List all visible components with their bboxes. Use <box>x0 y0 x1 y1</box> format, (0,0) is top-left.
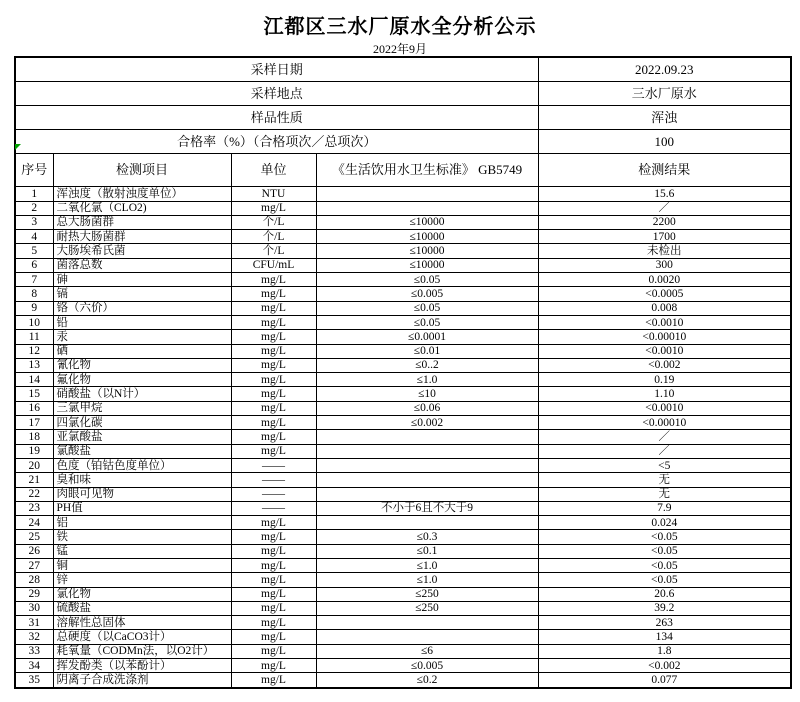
cell-result: 20.6 <box>538 587 791 601</box>
cell-unit: 个/L <box>231 244 316 258</box>
cell-no: 20 <box>15 458 53 472</box>
table-row <box>15 530 791 544</box>
cell-no: 21 <box>15 473 53 487</box>
cell-unit: mg/L <box>231 673 316 688</box>
cell-item: 三氯甲烷 <box>53 401 231 415</box>
cell-unit: —— <box>231 501 316 515</box>
table-row <box>15 287 791 301</box>
cell-unit: mg/L <box>231 344 316 358</box>
column-header-item: 检测项目 <box>53 154 231 187</box>
cell-unit: mg/L <box>231 301 316 315</box>
cell-no: 14 <box>15 373 53 387</box>
cell-item: 锰 <box>53 544 231 558</box>
cell-result: 263 <box>538 616 791 630</box>
cell-standard: ≤0.005 <box>316 659 538 673</box>
cell-result: <0.05 <box>538 530 791 544</box>
cell-unit: mg/L <box>231 401 316 415</box>
cell-unit: mg/L <box>231 516 316 530</box>
cell-standard: ≤0.1 <box>316 544 538 558</box>
cell-standard: ≤250 <box>316 601 538 615</box>
info-row-sampling-location <box>15 82 791 106</box>
info-row-pass-rate <box>15 130 791 154</box>
table-row <box>15 630 791 644</box>
cell-result: 0.077 <box>538 673 791 688</box>
table-row <box>15 544 791 558</box>
table-row <box>15 616 791 630</box>
cell-no: 31 <box>15 616 53 630</box>
table-row <box>15 430 791 444</box>
cell-standard <box>316 444 538 458</box>
cell-standard: ≤0.2 <box>316 673 538 688</box>
cell-no: 32 <box>15 630 53 644</box>
column-header-row <box>15 154 791 187</box>
cell-item: 砷 <box>53 273 231 287</box>
cell-result: 7.9 <box>538 501 791 515</box>
table-row <box>15 358 791 372</box>
info-body <box>15 57 791 187</box>
cell-unit: mg/L <box>231 530 316 544</box>
table-row <box>15 230 791 244</box>
cell-standard: ≤0.005 <box>316 287 538 301</box>
cell-result: <0.05 <box>538 544 791 558</box>
cell-item: 阴离子合成洗涤剂 <box>53 673 231 688</box>
cell-no: 6 <box>15 258 53 272</box>
table-row <box>15 601 791 615</box>
results-body <box>15 187 791 688</box>
cell-unit: —— <box>231 473 316 487</box>
cell-standard: ≤1.0 <box>316 373 538 387</box>
cell-item: 硫酸盐 <box>53 601 231 615</box>
cell-result: 15.6 <box>538 187 791 201</box>
table-row <box>15 201 791 215</box>
cell-no: 11 <box>15 330 53 344</box>
cell-result: 0.0020 <box>538 273 791 287</box>
cell-unit: mg/L <box>231 273 316 287</box>
cell-item: 总大肠菌群 <box>53 215 231 229</box>
cell-result: 134 <box>538 630 791 644</box>
cell-unit: mg/L <box>231 315 316 329</box>
cell-result: 300 <box>538 258 791 272</box>
column-header-standard: 《生活饮用水卫生标准》 GB5749 <box>316 154 538 187</box>
cell-no: 12 <box>15 344 53 358</box>
info-label: 合格率（%）（合格项次／总项次） <box>15 130 538 154</box>
page-subtitle: 2022年9月 <box>372 42 427 56</box>
table-row <box>15 401 791 415</box>
cell-item: 铅 <box>53 315 231 329</box>
table-row <box>15 215 791 229</box>
column-header-result: 检测结果 <box>538 154 791 187</box>
cell-result: <0.0010 <box>538 344 791 358</box>
cell-no: 28 <box>15 573 53 587</box>
cell-no: 8 <box>15 287 53 301</box>
cell-no: 10 <box>15 315 53 329</box>
table-row <box>15 387 791 401</box>
cell-standard: ≤0.06 <box>316 401 538 415</box>
cell-item: PH值 <box>53 501 231 515</box>
analysis-table <box>14 56 792 689</box>
cell-item: 氟化物 <box>53 373 231 387</box>
cell-no: 3 <box>15 215 53 229</box>
table-row <box>15 301 791 315</box>
cell-result: <0.0010 <box>538 401 791 415</box>
cell-standard: ≤1.0 <box>316 573 538 587</box>
cell-item: 浑浊度（散射浊度单位） <box>53 187 231 201</box>
cell-no: 22 <box>15 487 53 501</box>
cell-unit: mg/L <box>231 373 316 387</box>
cell-item: 四氯化碳 <box>53 416 231 430</box>
cell-unit: CFU/mL <box>231 258 316 272</box>
cell-unit: —— <box>231 458 316 472</box>
cell-no: 1 <box>15 187 53 201</box>
cell-result: 未检出 <box>538 244 791 258</box>
cell-no: 16 <box>15 401 53 415</box>
cell-unit: mg/L <box>231 644 316 658</box>
cell-standard: ≤0.002 <box>316 416 538 430</box>
cell-result: <0.002 <box>538 358 791 372</box>
table-row <box>15 187 791 201</box>
info-value: 100 <box>538 130 791 154</box>
cell-standard: ≤1.0 <box>316 558 538 572</box>
cell-item: 大肠埃希氏菌 <box>53 244 231 258</box>
info-label: 样品性质 <box>15 106 538 130</box>
cell-no: 19 <box>15 444 53 458</box>
cell-item: 菌落总数 <box>53 258 231 272</box>
info-label: 采样地点 <box>15 82 538 106</box>
table-row <box>15 516 791 530</box>
cell-no: 26 <box>15 544 53 558</box>
table-row <box>15 416 791 430</box>
info-value: 浑浊 <box>538 106 791 130</box>
table-row <box>15 458 791 472</box>
cell-unit: mg/L <box>231 444 316 458</box>
cell-result: 2200 <box>538 215 791 229</box>
table-row <box>15 487 791 501</box>
cell-result: 39.2 <box>538 601 791 615</box>
cell-no: 29 <box>15 587 53 601</box>
cell-unit: mg/L <box>231 601 316 615</box>
cell-standard: ≤0.0001 <box>316 330 538 344</box>
cell-no: 18 <box>15 430 53 444</box>
cell-item: 耐热大肠菌群 <box>53 230 231 244</box>
cell-item: 氰化物 <box>53 358 231 372</box>
cell-result: <0.002 <box>538 659 791 673</box>
table-row <box>15 587 791 601</box>
cell-item: 硝酸盐（以N计） <box>53 387 231 401</box>
table-row <box>15 501 791 515</box>
table-row <box>15 473 791 487</box>
cell-item: 镉 <box>53 287 231 301</box>
cell-item: 氯酸盐 <box>53 444 231 458</box>
cell-no: 5 <box>15 244 53 258</box>
cell-result: 0.008 <box>538 301 791 315</box>
cell-standard <box>316 616 538 630</box>
table-row <box>15 673 791 688</box>
page-title: 江都区三水厂原水全分析公示 <box>263 16 537 38</box>
cell-result: <0.05 <box>538 558 791 572</box>
cell-item: 铜 <box>53 558 231 572</box>
cell-standard <box>316 487 538 501</box>
table-row <box>15 244 791 258</box>
column-header-unit: 单位 <box>231 154 316 187</box>
cell-standard: ≤0.05 <box>316 301 538 315</box>
cell-standard: ≤0.01 <box>316 344 538 358</box>
cell-standard: ≤10000 <box>316 215 538 229</box>
info-label: 采样日期 <box>15 57 538 82</box>
cell-no: 17 <box>15 416 53 430</box>
cell-unit: mg/L <box>231 659 316 673</box>
cell-no: 4 <box>15 230 53 244</box>
cell-result: <0.05 <box>538 573 791 587</box>
cell-result: 0.19 <box>538 373 791 387</box>
cell-no: 2 <box>15 201 53 215</box>
cell-standard: ≤0..2 <box>316 358 538 372</box>
table-row <box>15 444 791 458</box>
table-row <box>15 558 791 572</box>
cell-result: 无 <box>538 473 791 487</box>
cell-unit: —— <box>231 487 316 501</box>
cell-item: 铝 <box>53 516 231 530</box>
table-row <box>15 330 791 344</box>
cell-item: 汞 <box>53 330 231 344</box>
cell-item: 溶解性总固体 <box>53 616 231 630</box>
cell-result: 1700 <box>538 230 791 244</box>
cell-no: 34 <box>15 659 53 673</box>
table-row <box>15 573 791 587</box>
cell-item: 肉眼可见物 <box>53 487 231 501</box>
cell-result: 0.024 <box>538 516 791 530</box>
cell-result: <0.0005 <box>538 287 791 301</box>
cell-item: 锌 <box>53 573 231 587</box>
cell-item: 铁 <box>53 530 231 544</box>
cell-unit: mg/L <box>231 430 316 444</box>
cell-unit: mg/L <box>231 544 316 558</box>
info-value: 2022.09.23 <box>538 57 791 82</box>
table-row <box>15 344 791 358</box>
cell-result: ／ <box>538 444 791 458</box>
cell-item: 耗氧量（CODMn法，以O2计） <box>53 644 231 658</box>
cell-standard <box>316 187 538 201</box>
cell-no: 7 <box>15 273 53 287</box>
cell-standard: ≤0.05 <box>316 315 538 329</box>
cell-standard: ≤0.3 <box>316 530 538 544</box>
cell-unit: mg/L <box>231 630 316 644</box>
cell-unit: mg/L <box>231 573 316 587</box>
excel-corner-marker-icon <box>15 144 21 150</box>
cell-no: 33 <box>15 644 53 658</box>
cell-no: 9 <box>15 301 53 315</box>
cell-result: 无 <box>538 487 791 501</box>
info-row-sampling-date <box>15 57 791 82</box>
cell-no: 35 <box>15 673 53 688</box>
cell-no: 13 <box>15 358 53 372</box>
cell-unit: mg/L <box>231 287 316 301</box>
info-row-sample-nature <box>15 106 791 130</box>
cell-no: 24 <box>15 516 53 530</box>
cell-result: ／ <box>538 430 791 444</box>
cell-item: 硒 <box>53 344 231 358</box>
cell-unit: mg/L <box>231 387 316 401</box>
cell-standard: ≤6 <box>316 644 538 658</box>
table-row <box>15 644 791 658</box>
cell-standard <box>316 516 538 530</box>
cell-standard <box>316 458 538 472</box>
table-row <box>15 315 791 329</box>
cell-unit: mg/L <box>231 587 316 601</box>
cell-result: <5 <box>538 458 791 472</box>
cell-standard: ≤0.05 <box>316 273 538 287</box>
table-row <box>15 373 791 387</box>
cell-unit: mg/L <box>231 416 316 430</box>
column-header-no: 序号 <box>15 154 53 187</box>
cell-standard: ≤10000 <box>316 230 538 244</box>
cell-unit: mg/L <box>231 616 316 630</box>
cell-item: 亚氯酸盐 <box>53 430 231 444</box>
cell-unit: mg/L <box>231 201 316 215</box>
cell-unit: 个/L <box>231 215 316 229</box>
cell-standard: ≤10000 <box>316 258 538 272</box>
cell-item: 总硬度（以CaCO3计） <box>53 630 231 644</box>
cell-item: 二氧化氯（CLO2) <box>53 201 231 215</box>
cell-no: 27 <box>15 558 53 572</box>
cell-item: 色度（铂钴色度单位） <box>53 458 231 472</box>
cell-standard: ≤10000 <box>316 244 538 258</box>
cell-standard <box>316 201 538 215</box>
cell-standard <box>316 630 538 644</box>
cell-no: 15 <box>15 387 53 401</box>
cell-standard <box>316 473 538 487</box>
cell-unit: mg/L <box>231 330 316 344</box>
cell-result: <0.00010 <box>538 416 791 430</box>
cell-result: <0.0010 <box>538 315 791 329</box>
cell-standard: 不小于6且不大于9 <box>316 501 538 515</box>
cell-item: 臭和味 <box>53 473 231 487</box>
cell-item: 挥发酚类（以苯酚计） <box>53 659 231 673</box>
cell-unit: mg/L <box>231 558 316 572</box>
cell-no: 23 <box>15 501 53 515</box>
cell-item: 氯化物 <box>53 587 231 601</box>
cell-standard <box>316 430 538 444</box>
cell-unit: NTU <box>231 187 316 201</box>
cell-unit: mg/L <box>231 358 316 372</box>
cell-result: 1.8 <box>538 644 791 658</box>
cell-standard: ≤10 <box>316 387 538 401</box>
table-row <box>15 659 791 673</box>
cell-result: ／ <box>538 201 791 215</box>
table-row <box>15 258 791 272</box>
cell-standard: ≤250 <box>316 587 538 601</box>
cell-no: 25 <box>15 530 53 544</box>
cell-result: 1.10 <box>538 387 791 401</box>
cell-unit: 个/L <box>231 230 316 244</box>
info-value: 三水厂原水 <box>538 82 791 106</box>
cell-item: 铬（六价） <box>53 301 231 315</box>
table-row <box>15 273 791 287</box>
cell-result: <0.00010 <box>538 330 791 344</box>
cell-no: 30 <box>15 601 53 615</box>
